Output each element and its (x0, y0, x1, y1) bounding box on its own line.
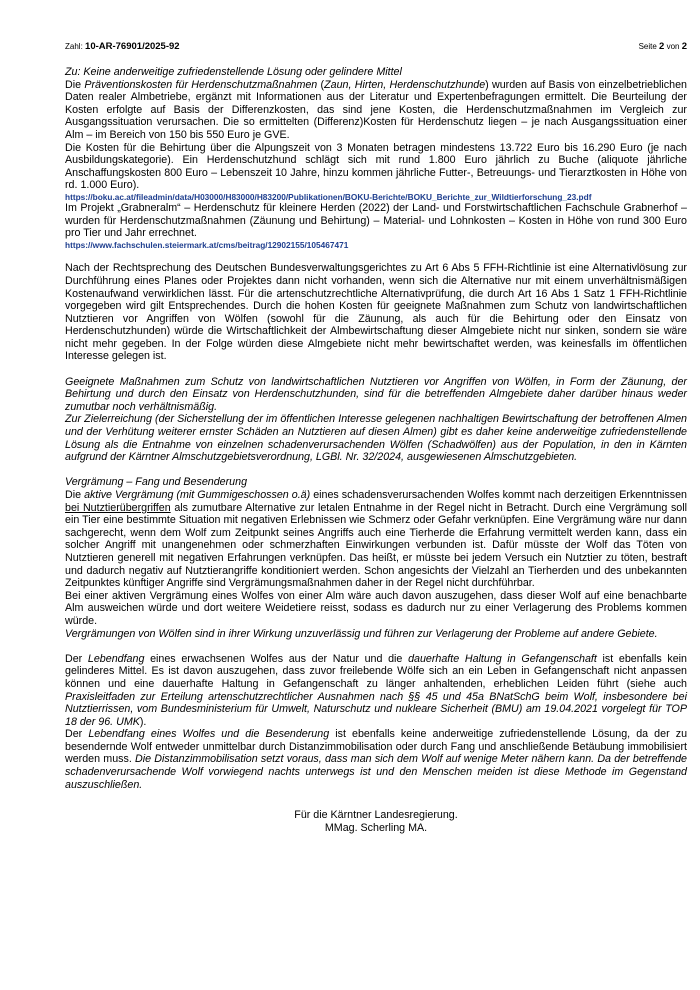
paragraph-herding-costs: Die Kosten für die Behirtung über die Alpungszeit von 3 Monaten betragen mindestens 13.722 Euro bis 16.290 Euro (je nach Ausbildungskategorie). Ein Herdenschutzhund schlägt sich mit rund 1.800 Euro jährlich zu Buche (aliquote jährliche Anschaffungskosten 800 Euro – Lebenszeit 10 Jahre, hinzu kommen jährliche Futter-, Betreuungs- und Tierarztkosten in Höhe von rd. 1.000 Euro). (65, 141, 687, 192)
page-header (65, 42, 687, 52)
von-label: von (666, 42, 680, 51)
paragraph-prevention-costs: Die Präventionskosten für Herdenschutzmaßnahmen (Zaun, Hirten, Herdenschutzhunde) wurden auf Basis von einzelbetrieblichen Daten realer Almbetriebe, ergänzt mit Informationen aus der Literatur und Expertenbefragungen ermittelt. Die Beurteilung der Kosten erfolgte auf Basis der Differenzkosten, das sind jene Kosten, die Herdenschutzmaßnahmen im Vergleich zur Ausgangssituation verursachen. Die so ermittelten (Differenz)Kosten für Herdenschutz liegen – je nach Ausgangssituation einer Alm – im Bereich von 150 bis 550 Euro je GVE. (65, 78, 687, 141)
paragraph-goal: Zur Zielerreichung (der Sicherstellung der im öffentlichen Interesse gelegenen nachhaltigen Bewirtschaftung der betroffenen Almen und der Verhütung weiterer ernster Schäden an Nutztieren auf diesen Almen) gibt es daher keine anderweitige zufriedenstellende Lösung als die Entnahme von einzelnen schadenverursachenden Wölfen (Schadwölfen) aus der Population, in den in Kärnten aufgrund der Kärntner Almschutzgebietsverordnung, LGBl. Nr. 32/2024, ausgewiesenen Almschutzgebieten. (65, 413, 687, 464)
document-page (65, 42, 687, 835)
link-boku-report[interactable]: https://boku.ac.at/fileadmin/data/H03000/H83000/H83200/Publikationen/BOKU-Berichte/BOKU_Berichte_zur_Wildtierforschung_23.pdf (65, 191, 592, 202)
paragraph-collaring: Der Lebendfang eines Wolfes und die Besenderung ist ebenfalls keine anderweitige zufriedenstellende Lösung, da der zu besendernde Wolf entweder unmittelbar durch Distanzimmobilisation oder durch Fang und anschließende Betäubung immobilisiert werden muss. Die Distanzimmobilisation setzt voraus, dass man sich dem Wolf auf wenige Meter nähern kann. Da der betreffende schadenverursachende Wolf vorwiegend nachts unterwegs ist und den Menschen meiden ist diese Methode im Gegenstand auszuschließen. (65, 728, 688, 791)
paragraph-deterrence-conclusion: Vergrämungen von Wölfen sind in ihrer Wirkung unzuverlässig und führen zur Verlagerung der Probleme auf andere Gebiete. (65, 627, 658, 640)
paragraph-displacement: Bei einer aktiven Vergrämung eines Wolfes von einer Alm wäre auch davon auszugehen, dass dieser Wolf auf eine benachbarte Alm ausweichen würde und dort weitere Weidetiere reisst, sodass es dadurch nur zu einer Verlagerung des Problems kommen würde. (65, 589, 687, 627)
section-title-alternatives: Zu: Keine anderweitige zufriedenstellende Lösung oder gelindere Mittel (65, 66, 402, 78)
seite-label: Seite (638, 42, 657, 51)
signature-block (65, 809, 687, 835)
zahl-value: 10-AR-76901/2025-92 (85, 41, 180, 52)
zahl-label: Zahl: (65, 42, 83, 51)
page-current: 2 (659, 41, 665, 52)
page-total: 2 (681, 41, 687, 52)
document-body (65, 66, 687, 835)
paragraph-live-capture: Der Lebendfang eines erwachsenen Wolfes aus der Natur und die dauerhafte Haltung in Gefangenschaft ist ebenfalls kein gelinderes Mittel. Es ist davon auszugehen, dass zuvor freilebende Wölfe sich an ein Leben in Gefangenschaft nicht anpassen können und eine dauerhafte Haltung in Gefangenschaft zu länger anhaltenden, erheblichen Leiden führt (siehe auch Praxisleitfaden zur Erteilung artenschutzrechtlicher Ausnahmen nach §§ 45 und 45a BNatSchG beim Wolf, insbesondere bei Nutztierrissen, vom Bundesministerium für Umwelt, Naturschutz und nukleare Sicherheit (BMU) am 19.04.2021 vorgelegt für TOP 18 der 96. UMK). (65, 652, 687, 728)
signature-authority: Für die Kärntner Landesregierung. (294, 809, 458, 822)
paragraph-case-law: Nach der Rechtsprechung des Deutschen Bundesverwaltungsgerichtes zu Art 6 Abs 5 FFH-Richtlinie ist eine Alternativlösung zur Durchführung eines Planes oder Projektes dann nicht vorhanden, wenn sich die Alternative nur mit einem unverhältnismäßigen Kostenaufwand verwirklichen lässt. Für die artenschutzrechtliche Alternativprüfung, die durch Art 16 Abs 1 Satz 1 FFH-Richtlinie vorgegeben wird gilt Entsprechendes. Durch die hohen Kosten für geeignete Maßnahmen zum Schutz von landwirtschaftlichen Nutztieren vor Angriffen von Wölfen (sowohl für die Zäunung, als auch für die Behirtung oder den Einsatz von Herdenschutzhunden) würde die Wirtschaftlichkeit der Almbewirtschaftung dieser Almgebiete nicht nur sinken, sondern sie wäre nicht mehr gegeben. In der Folge würden diese Almgebiete nicht mehr bewirtschaftet werden, was keinesfalls im öffentlichen Interesse gelegen ist. (65, 262, 687, 363)
paragraph-active-deterrence: Die aktive Vergrämung (mit Gummigeschossen o.ä) eines schadensverursachenden Wolfes kommt nach derzeitigen Erkenntnissen bei Nutztierübergriffen als zumutbare Alternative zur letalen Entnahme in der Regel nicht in Betracht. Durch eine Vergrämung soll ein Tier eine bestimmte Situation mit negativen Erlebnissen wie Schmerz oder Gefahr verknüpfen. Eine Vergrämung wäre nur dann sachgerecht, wenn dem Wolf zum Zeitpunkt seines Angriffs auch eine Tierherde die Erfahrung vermittelt werden kann, dass ein solcher Angriff mit unangenehmen oder schmerzhaften Einwirkungen verbunden ist. Dafür müsste der Wolf das Töten von Nutztieren generell mit negativen Erfahrungen verknüpfen. Das heißt, er müsste bei jedem Versuch ein Nutztier zu töten, bestraft und dadurch negativ auf Nutztierangriffe konditioniert werden. Schon angesichts der Vielzahl an Tierherden und des unbekannten Zeitpunktes künftiger Angriffe sind Vergrämungsmaßnahmen daher in der Regel nicht durchführbar. (65, 489, 687, 590)
paragraph-not-reasonable: Geeignete Maßnahmen zum Schutz von landwirtschaftlichen Nutztieren vor Angriffen von Wölfen, in Form der Zäunung, der Behirtung und durch den Einsatz von Herdenschutzhunden, sind für die betreffenden Almgebiete daher darüber hinaus weder zumutbar noch verhältnismäßig. (65, 375, 687, 413)
link-fachschulen[interactable]: https://www.fachschulen.steiermark.at/cms/beitrag/12902155/105467471 (65, 239, 349, 250)
reference-number (65, 42, 180, 52)
page-indicator (639, 42, 687, 52)
signature-name: MMag. Scherling MA. (324, 822, 428, 835)
paragraph-grabneralm: Im Projekt „Grabneralm“ – Herdenschutz für kleinere Herden (2022) der Land- und Forstwirtschaftlichen Fachschule Grabnerhof – wurden für Herdenschutzmaßnahmen (Zäunung und Behirtung) – Material- und Lohnkosten – Kosten in Höhe von rund 300 Euro pro Tier und Jahr errechnet. (65, 201, 687, 240)
section-title-deterrence: Vergrämung – Fang und Besenderung (65, 476, 248, 489)
